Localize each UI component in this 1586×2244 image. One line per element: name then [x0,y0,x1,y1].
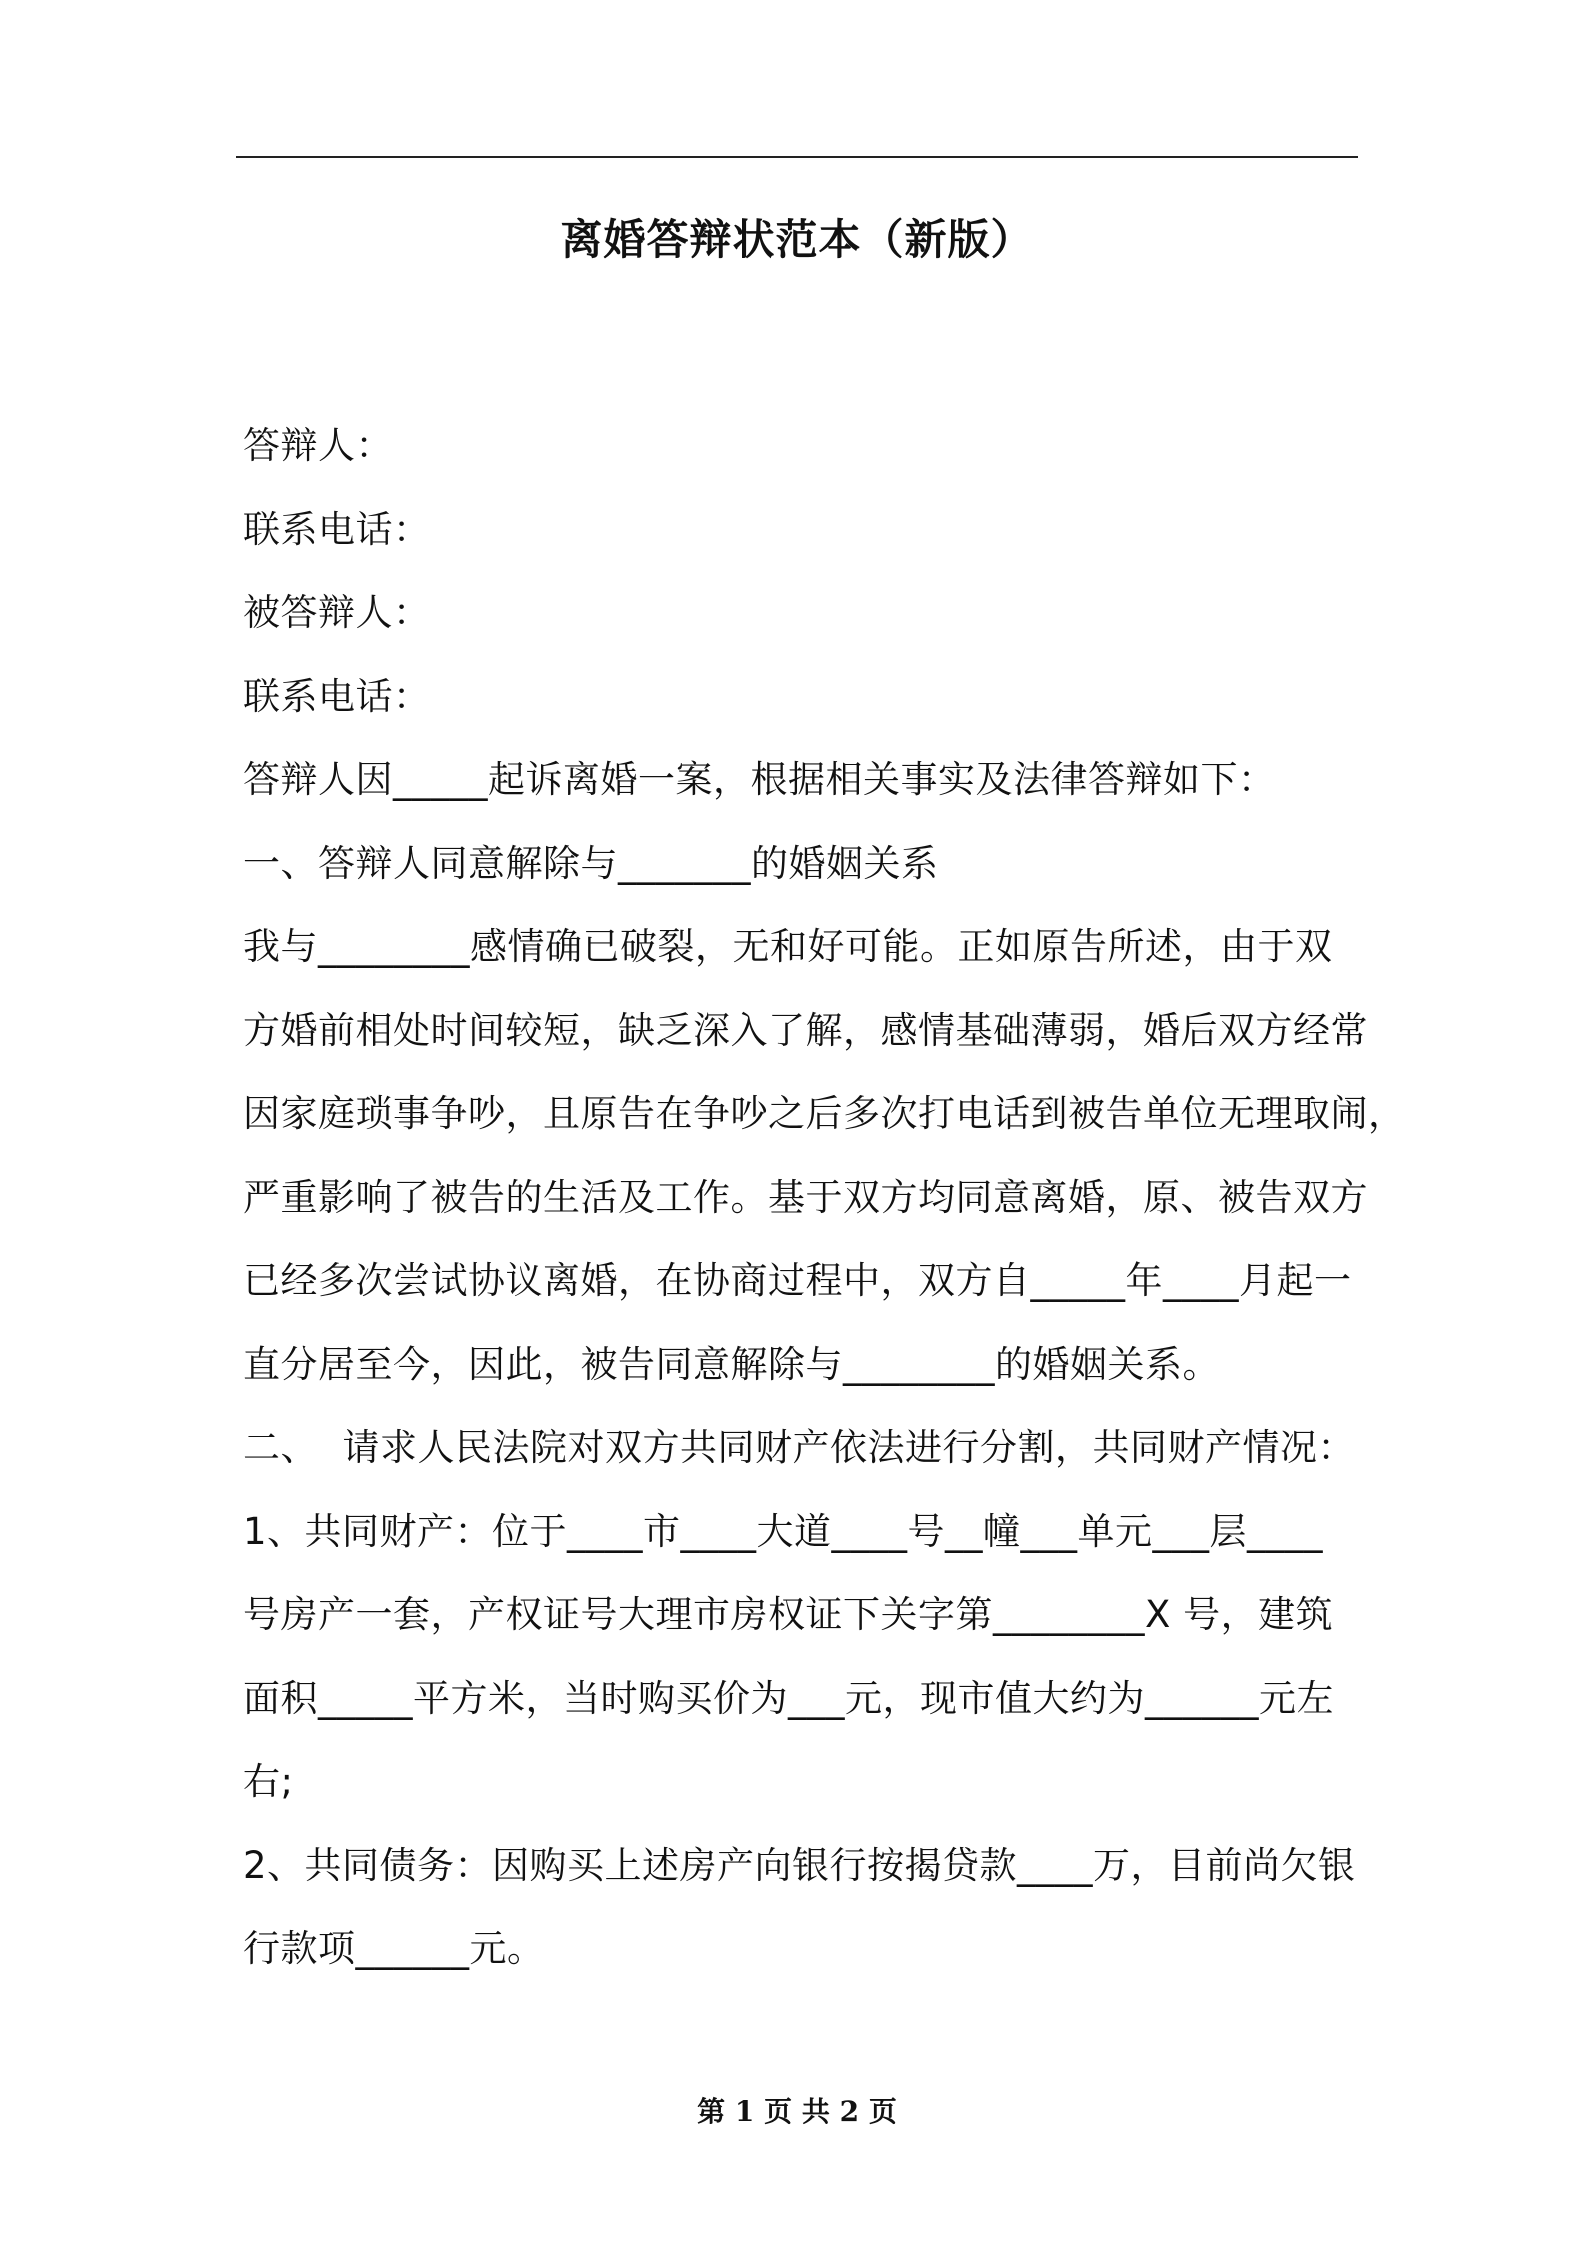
line-section-1-text: 已经多次尝试协议离婚，在协商过程中，双方自_____年____月起一 [243,1259,1352,1302]
document-body [243,404,1406,1991]
line-section-2-heading: 二、 请求人民法院对双方共同财产依法进行分割，共同财产情况： [243,1426,1356,1469]
line-joint-debt: 行款项______元。 [243,1927,545,1970]
line-plaintiff-phone: 联系电话： [243,674,431,718]
line-joint-property: 右; [243,1760,294,1803]
line-section-1-text: 我与________感情确已破裂，无和好可能。正如原告所述，由于双 [243,925,1333,968]
line-section-1-text: 直分居至今，因此，被告同意解除与________的婚姻关系。 [243,1342,1220,1386]
line-section-1-text: 因家庭琐事争吵，且原告在争吵之后多次打电话到被告单位无理取闹， [243,1092,1406,1135]
line-joint-property: 号房产一套，产权证号大理市房权证下关字第________X 号，建筑 [243,1593,1334,1636]
line-joint-property: 1、共同财产：位于____市____大道____号__幢___单元___层____ [243,1509,1324,1553]
line-respondent-phone: 联系电话： [243,507,431,551]
line-plaintiff: 被答辩人： [243,591,431,634]
page-footer: 第 1 页 共 2 页 [697,2095,897,2128]
line-intro: 答辩人因_____起诉离婚一案，根据相关事实及法律答辩如下： [243,758,1276,801]
line-section-1-heading: 一、答辩人同意解除与_______的婚姻关系 [243,841,939,885]
line-section-1-text: 方婚前相处时间较短，缺乏深入了解，感情基础薄弱，婚后双方经常 [243,1008,1368,1052]
line-joint-property: 面积_____平方米，当时购买价为___元，现市值大约为______元左 [243,1676,1334,1720]
line-respondent: 答辩人： [243,424,393,467]
line-joint-debt: 2、共同债务：因购买上述房产向银行按揭贷款____万，目前尚欠银 [243,1843,1356,1887]
line-section-1-text: 严重影响了被告的生活及工作。基于双方均同意离婚，原、被告双方 [243,1175,1368,1219]
document-title: 离婚答辩状范本（新版） [560,215,1034,264]
header-rule [236,156,1358,158]
